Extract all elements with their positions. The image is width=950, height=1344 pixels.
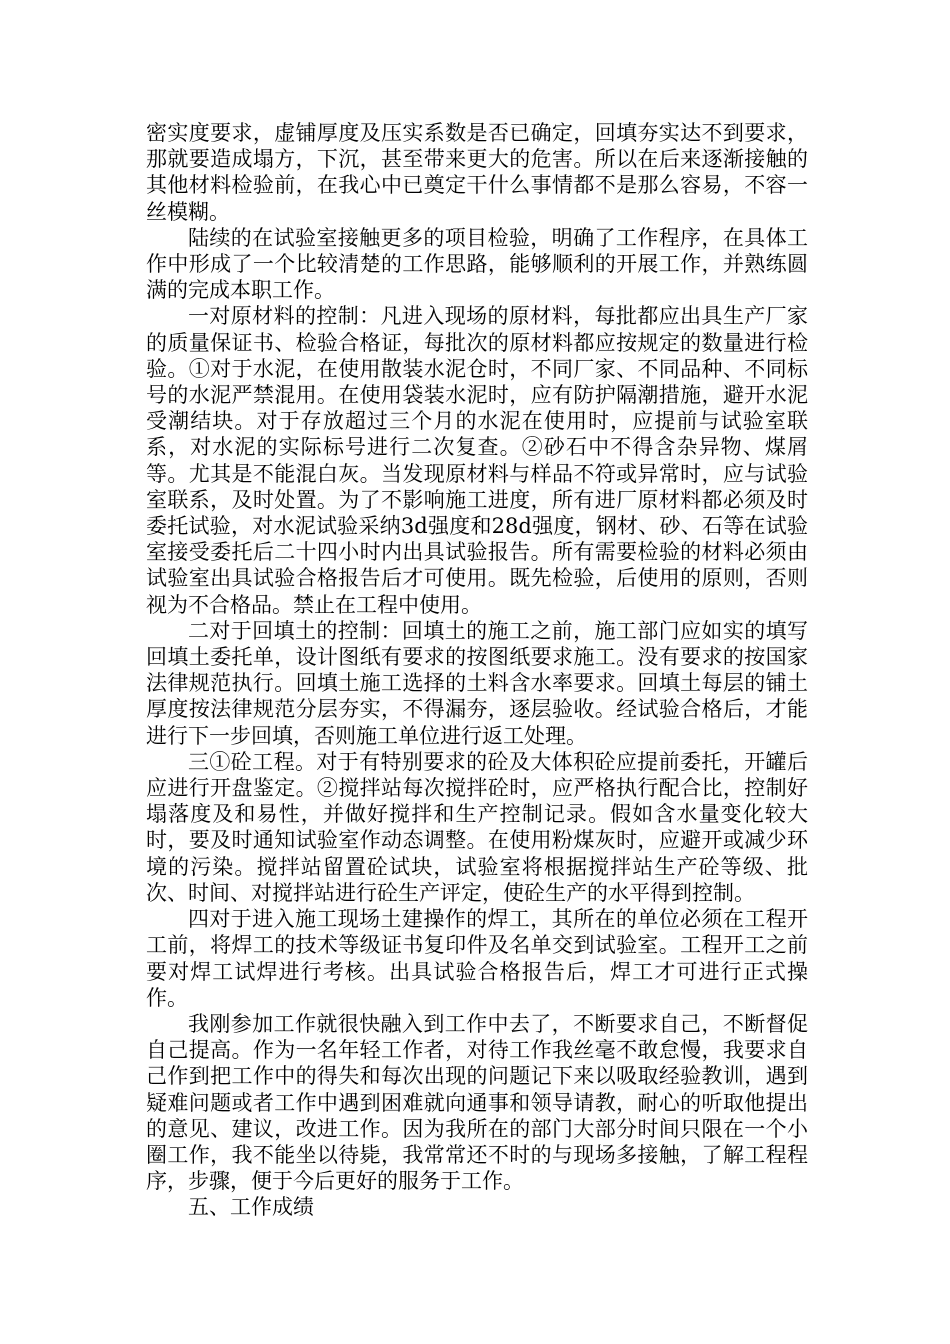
document-body <box>146 120 808 1221</box>
paragraph-5: 三①砼工程。对于有特别要求的砼及大体积砼应提前委托，开罐后应进行开盘鉴定。②搅拌站每次搅拌砼时，应严格执行配合比，控制好塌落度及和易性，并做好搅拌和生产控制记录。假如含水量变化较大时，要及时通知试验室作动态调整。在使用粉煤灰时，应避开或减少环境的污染。搅拌站留置砼试块，试验室将根据搅拌站生产砼等级、批次、时间、对搅拌站进行砼生产评定，使砼生产的水平得到控制。 <box>146 749 808 905</box>
section-heading: 五、工作成绩 <box>188 1195 314 1220</box>
paragraph-7: 我刚参加工作就很快融入到工作中去了，不断要求自己，不断督促自己提高。作为一名年轻工作者，对待工作我丝毫不敢怠慢，我要求自己作到把工作中的得失和每次出现的问题记下来以吸取经验教训，遇到疑难问题或者工作中遇到困难就向通事和领导请教，耐心的听取他提出的意见、建议，改进工作。因为我所在的部门大部分时间只限在一个小圈工作，我不能坐以待毙，我常常还不时的与现场多接触，了解工程程序，步骤，便于今后更好的服务于工作。 <box>146 1011 808 1194</box>
paragraph-4: 二对于回填土的控制：回填土的施工之前，施工部门应如实的填写回填土委托单，设计图纸有要求的按图纸要求施工。没有要求的按国家法律规范执行。回填土施工选择的土料含水率要求。回填土每层的铺土厚度按法律规范分层夯实，不得漏夯，逐层验收。经试验合格后，才能进行下一步回填，否则施工单位进行返工处理。 <box>146 618 808 748</box>
paragraph-3: 一对原材料的控制：凡进入现场的原材料，每批都应出具生产厂家的质量保证书、检验合格证，每批次的原材料都应按规定的数量进行检验。①对于水泥，在使用散装水泥仓时，不同厂家、不同品种、不同标号的水泥严禁混用。在使用袋装水泥时，应有防护隔潮措施，避开水泥受潮结块。对于存放超过三个月的水泥在使用时，应提前与试验室联系，对水泥的实际标号进行二次复查。②砂石中不得含杂异物、煤屑等。尤其是不能混白灰。当发现原材料与样品不符或异常时，应与试验室联系，及时处置。为了不影响施工进度，所有进厂原材料都必须及时委托试验，对水泥试验采纳3d强度和28d强度，钢材、砂、石等在试验室接受委托后二十四小时内出具试验报告。所有需要检验的材料必须由试验室出具试验合格报告后才可使用。既先检验，后使用的原则，否则视为不合格品。禁止在工程中使用。 <box>146 304 808 617</box>
paragraph-6: 四对于进入施工现场土建操作的焊工，其所在的单位必须在工程开工前，将焊工的技术等级证书复印件及名单交到试验室。工程开工之前要对焊工试焊进行考核。出具试验合格报告后，焊工才可进行正式操作。 <box>146 907 808 1010</box>
paragraph-1: 密实度要求，虚铺厚度及压实系数是否已确定，回填夯实达不到要求，那就要造成塌方，下沉，甚至带来更大的危害。所以在后来逐渐接触的其他材料检验前，在我心中已奠定干什么事情都不是那么容易，不容一丝模糊。 <box>146 121 808 224</box>
paragraph-2: 陆续的在试验室接触更多的项目检验，明确了工作程序，在具体工作中形成了一个比较清楚的工作思路，能够顺利的开展工作，并熟练圆满的完成本职工作。 <box>146 225 808 303</box>
